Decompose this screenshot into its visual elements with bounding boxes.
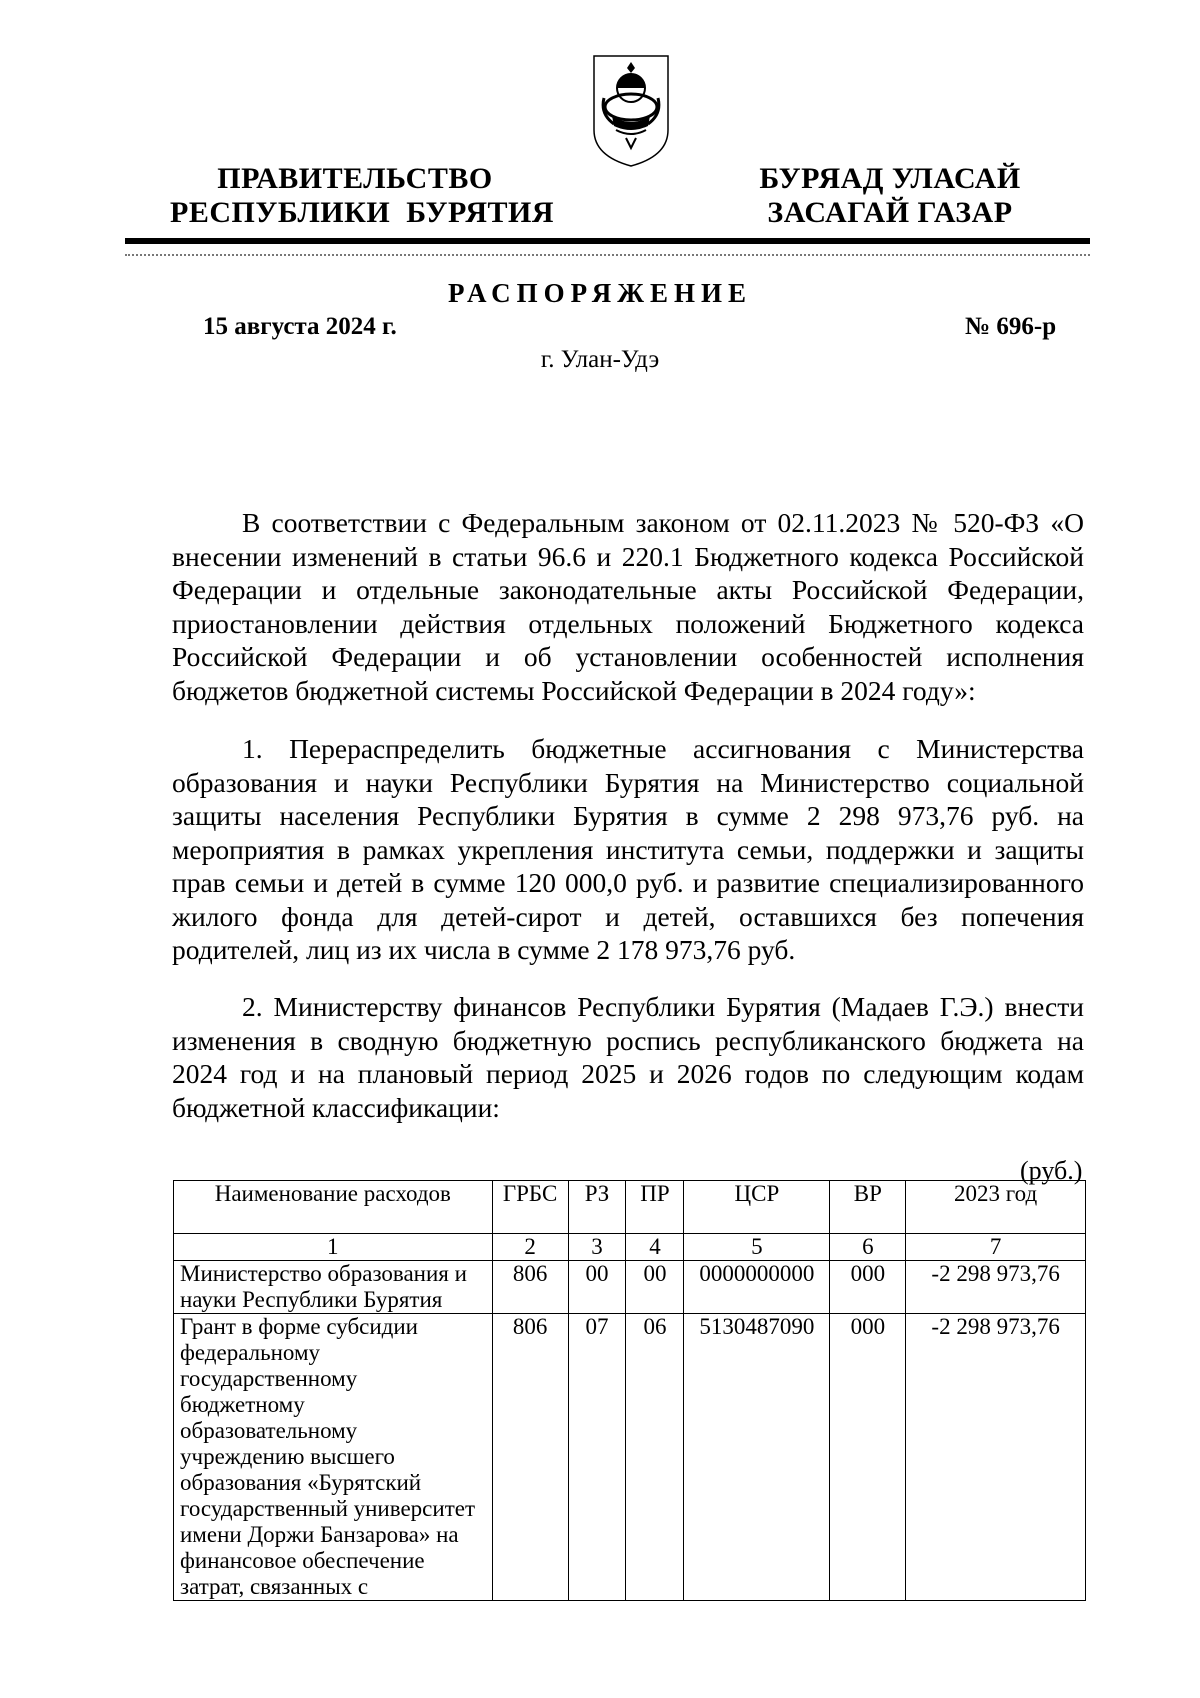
column-number: 7 (906, 1234, 1086, 1261)
table-column-number-row (174, 1234, 1086, 1261)
preamble-paragraph (172, 506, 1084, 707)
row-rz: 07 (568, 1314, 626, 1601)
budget-table (173, 1180, 1086, 1601)
row-pr: 06 (626, 1314, 684, 1601)
government-name-bua-line1: БУРЯАД УЛАСАЙ (759, 162, 1021, 195)
column-number: 5 (684, 1234, 830, 1261)
table-header-row (174, 1181, 1086, 1234)
clause-1-text: 1. Перераспределить бюджетные ассигнования с Министерства образования и науки Республики Бурятия на Министерство социальной защиты населения Республики Бурятия в сумме 2 298 973,76 руб. на мероприятия в рамках укрепления института семьи, поддержки и защиты прав семьи и детей в сумме 120 000,0 руб. и развитие специализированного жилого фонда для детей-сирот и детей, оставшихся без попечения родителей, лиц из их числа в сумме 2 178 973,76 руб. (172, 733, 1084, 965)
government-name-ru-line1: ПРАВИТЕЛЬСТВО (217, 162, 493, 195)
row-vr: 000 (830, 1314, 906, 1601)
document-date: 15 августа 2024 г. (203, 313, 397, 340)
row-grbs: 806 (492, 1314, 568, 1601)
column-number: 2 (492, 1234, 568, 1261)
row-vr: 000 (830, 1261, 906, 1314)
column-number: 4 (626, 1234, 684, 1261)
government-name-ru-line2: РЕСПУБЛИКИ БУРЯТИЯ (170, 196, 555, 229)
clause-1-paragraph (172, 732, 1084, 967)
document-title: РАСПОРЯЖЕНИЕ (447, 278, 753, 308)
table-row (174, 1314, 1086, 1601)
row-name: Министерство образования и науки Республики Бурятия (174, 1261, 493, 1314)
government-name-bua (740, 162, 1040, 230)
currency-unit: (руб.) (1020, 1156, 1083, 1185)
header-cell: ЦСР (684, 1181, 830, 1234)
row-grbs: 806 (492, 1261, 568, 1314)
row-amount: -2 298 973,76 (906, 1261, 1086, 1314)
preamble-text: В соответствии с Федеральным законом от 02.11.2023 № 520-ФЗ «О внесении изменений в статьи 96.6 и 220.1 Бюджетного кодекса Российской Федерации и отдельные законодательные акты Российской Федерации, приостановлении действия отдельных положений Бюджетного кодекса Российской Федерации и об установлении особенностей исполнения бюджетов бюджетной системы Российской Федерации в 2024 году»: (172, 507, 1084, 706)
document-number: № 696-р (965, 313, 1057, 340)
row-csr: 0000000000 (684, 1261, 830, 1314)
column-number: 1 (174, 1234, 493, 1261)
row-amount: -2 298 973,76 (906, 1314, 1086, 1601)
clause-2-text: 2. Министерству финансов Республики Бурятия (Мадаев Г.Э.) внести изменения в сводную бюджетную роспись республиканского бюджета на 2024 год и на плановый период 2025 и 2026 годов по следующим кодам бюджетной классификации: (172, 991, 1084, 1123)
row-name: Грант в форме субсидии федеральному государственному бюджетному образовательному учреждению высшего образования «Бурятский государственный университет имени Доржи Банзарова» на финансовое обеспечение затрат, связанных с (174, 1314, 493, 1601)
column-number: 6 (830, 1234, 906, 1261)
header-cell: ВР (830, 1181, 906, 1234)
header-divider-thin (125, 254, 1090, 256)
table-row (174, 1261, 1086, 1314)
document-city: г. Улан-Удэ (540, 346, 660, 373)
header-cell: РЗ (568, 1181, 626, 1234)
government-name-ru (170, 162, 555, 230)
row-rz: 00 (568, 1261, 626, 1314)
header-cell: 2023 год (906, 1181, 1086, 1234)
header-cell: Наименование расходов (174, 1181, 493, 1234)
row-csr: 5130487090 (684, 1314, 830, 1601)
column-number: 3 (568, 1234, 626, 1261)
government-name-bua-line2: ЗАСАГАЙ ГАЗАР (767, 196, 1013, 229)
clause-2-paragraph (172, 990, 1084, 1124)
header-cell: ГРБС (492, 1181, 568, 1234)
header-divider-thick (125, 238, 1090, 244)
coat-of-arms-icon (590, 52, 672, 170)
row-pr: 00 (626, 1261, 684, 1314)
header-cell: ПР (626, 1181, 684, 1234)
